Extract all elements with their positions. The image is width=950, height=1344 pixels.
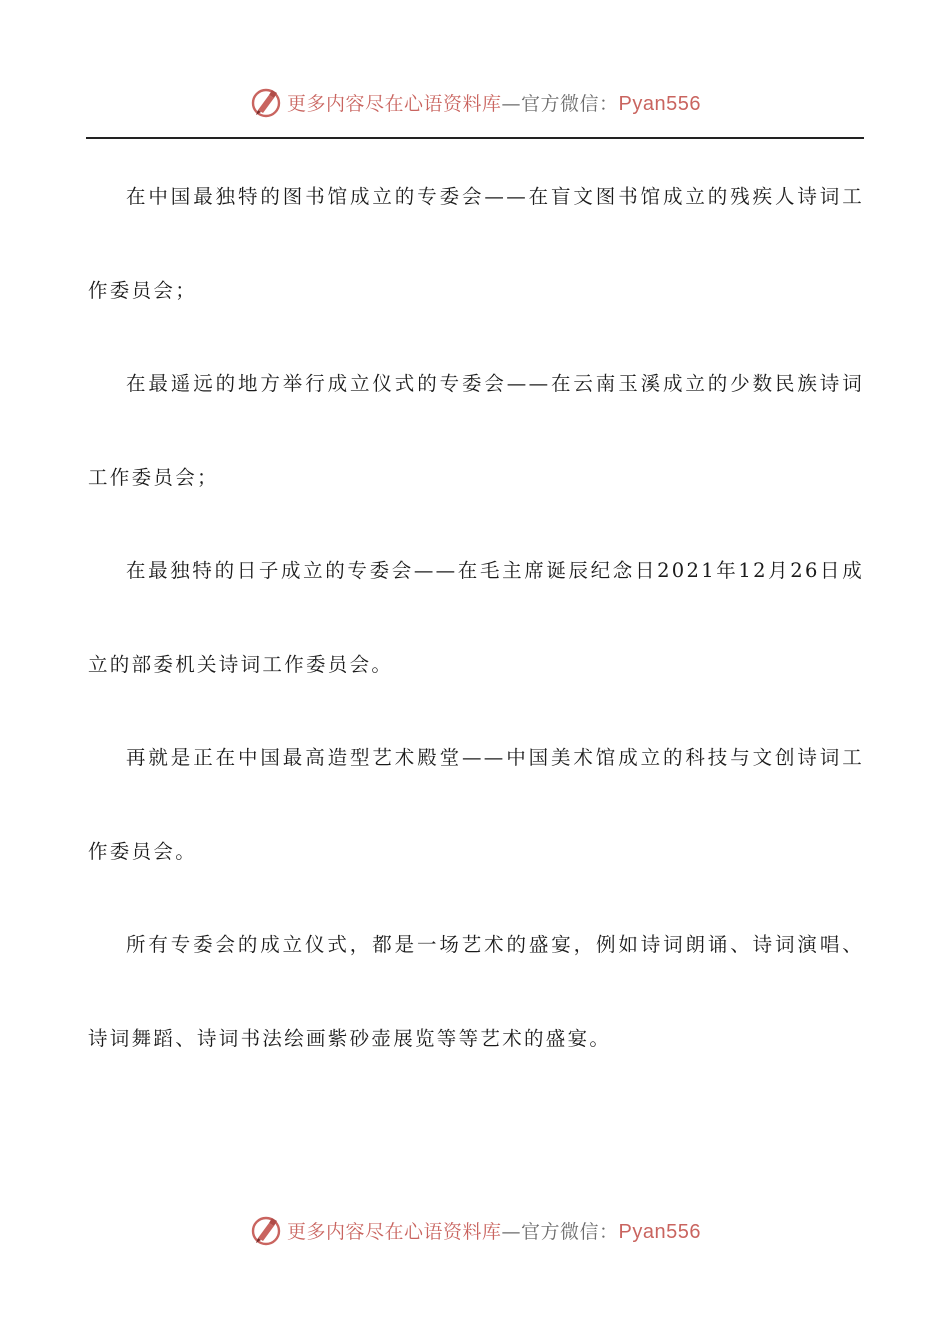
header-banner-text: [287, 89, 701, 116]
header-wechat-id: Pyan556: [618, 92, 701, 115]
footer-banner-text: [287, 1217, 701, 1244]
document-body: [88, 150, 864, 1085]
paragraph-1: 在中国最独特的图书馆成立的专委会——在盲文图书馆成立的残疾人诗词工作委员会；: [88, 185, 864, 302]
footer-official-text: —官方微信：: [501, 1220, 619, 1243]
paragraph-5: 所有专委会的成立仪式，都是一场艺术的盛宴，例如诗词朗诵、诗词演唱、诗词舞蹈、诗词书法绘画紫砂壶展览等等艺术的盛宴。: [88, 933, 864, 1050]
paragraph-4: 再就是正在中国最高造型艺术殿堂——中国美术馆成立的科技与文创诗词工作委员会。: [88, 746, 864, 863]
footer-wechat-id: Pyan556: [618, 1220, 701, 1243]
paragraph-3: 在最独特的日子成立的专委会——在毛主席诞辰纪念日2021年12月26日成立的部委机关诗词工作委员会。: [88, 559, 864, 676]
footer-banner: [0, 1210, 950, 1250]
pen-logo-icon: [249, 1213, 283, 1247]
header-official-text: —官方微信：: [501, 92, 619, 115]
paragraph-2: 在最遥远的地方举行成立仪式的专委会——在云南玉溪成立的少数民族诗词工作委员会；: [88, 372, 864, 489]
header-banner: [0, 82, 950, 122]
pen-logo-icon: [249, 85, 283, 119]
footer-brand-text: 更多内容尽在心语资料库: [287, 1220, 502, 1243]
header-brand-text: 更多内容尽在心语资料库: [287, 92, 502, 115]
header-divider: [86, 137, 864, 139]
